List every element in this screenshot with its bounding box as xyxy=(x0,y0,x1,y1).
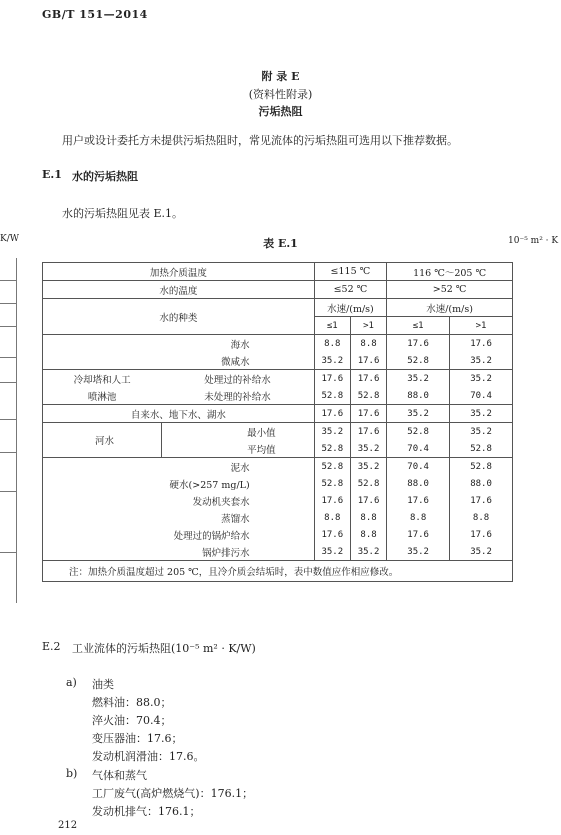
table-cell: 35.2 xyxy=(387,543,450,561)
table-cell: 17.6 xyxy=(350,423,386,441)
table-cell: 17.6 xyxy=(350,492,386,509)
table-cell: 35.2 xyxy=(314,352,350,370)
section-e1-number: E.1 xyxy=(42,168,62,181)
list-b-item: 工厂废气(高炉燃烧气)：176.1； xyxy=(92,787,254,800)
table-cell: 17.6 xyxy=(450,526,513,543)
table-header-gt1-a: >1 xyxy=(350,317,386,335)
table-cell: 17.6 xyxy=(387,492,450,509)
table-cell: 52.8 xyxy=(450,458,513,476)
section-e2-title: 工业流体的污垢热阻(10⁻⁵ m² · K/W) xyxy=(72,642,256,655)
table-cell: 8.8 xyxy=(387,509,450,526)
table-cell: 70.4 xyxy=(450,387,513,405)
table-cell: 17.6 xyxy=(450,335,513,353)
page-number: 212 xyxy=(58,820,78,831)
table-cell: 17.6 xyxy=(350,370,386,388)
table-cell: 17.6 xyxy=(314,492,350,509)
table-cell: 52.8 xyxy=(350,475,386,492)
table-cell: 52.8 xyxy=(314,387,350,405)
table-cell: 52.8 xyxy=(314,440,350,458)
table-cell: 17.6 xyxy=(450,492,513,509)
document-code: GB/T 151—2014 xyxy=(42,8,148,21)
table-group-label: 河水 xyxy=(43,423,162,458)
table-cell: 52.8 xyxy=(450,440,513,458)
table-row-label: 蒸馏水 xyxy=(43,509,315,526)
table-row-label: 发动机夹套水 xyxy=(43,492,315,509)
table-header-heating-temp: 加热介质温度 xyxy=(43,263,315,281)
table-cell: 35.2 xyxy=(350,543,386,561)
table-row-label: 平均值 xyxy=(161,440,314,458)
table-cell: 52.8 xyxy=(387,352,450,370)
table-cell: 35.2 xyxy=(350,440,386,458)
list-b-title: 气体和蒸气 xyxy=(92,769,147,782)
table-cell: 17.6 xyxy=(314,526,350,543)
table-header-wt2: >52 ℃ xyxy=(387,281,513,299)
list-a-item: 淬火油：70.4； xyxy=(92,714,172,727)
list-b-item: 发动机排气：176.1； xyxy=(92,805,201,818)
table-header-speed2: 水速/(m/s) xyxy=(387,299,513,317)
table-header-wt1: ≤52 ℃ xyxy=(314,281,387,299)
table-row-label: 自来水、地下水、湖水 xyxy=(43,405,315,423)
table-group-label: 冷却塔和人工 xyxy=(43,370,162,388)
table-cell: 35.2 xyxy=(314,543,350,561)
table-cell: 35.2 xyxy=(450,405,513,423)
table-row-label: 锅炉排污水 xyxy=(43,543,315,561)
table-cell: 35.2 xyxy=(450,423,513,441)
table-cell: 35.2 xyxy=(450,543,513,561)
table-cell: 52.8 xyxy=(387,423,450,441)
table-row-label: 海水 xyxy=(43,335,315,353)
table-row-label: 泥水 xyxy=(43,458,315,476)
left-page-fragment: K/W xyxy=(0,234,20,244)
table-cell: 17.6 xyxy=(350,352,386,370)
table-header-gt1-b: >1 xyxy=(450,317,513,335)
table-row-label: 最小值 xyxy=(161,423,314,441)
table-row-label: 未处理的补给水 xyxy=(161,387,314,405)
intro-paragraph: 用户或设计委托方未提供污垢热阻时，常见流体的污垢热阻可选用以下推荐数据。 xyxy=(62,134,458,147)
list-a-item: 燃料油：88.0； xyxy=(92,696,172,709)
appendix-name: 污垢热阻 xyxy=(258,105,303,118)
table-header-water-temp: 水的温度 xyxy=(43,281,315,299)
table-cell: 17.6 xyxy=(387,335,450,353)
section-e1-title: 水的污垢热阻 xyxy=(72,170,138,183)
table-note: 注：加热介质温度超过 205 ℃，且冷介质会结垢时，表中数值应作相应修改。 xyxy=(43,561,513,582)
left-page-edge xyxy=(0,258,17,603)
appendix-type: (资料性附录) xyxy=(248,88,313,101)
fouling-resistance-table xyxy=(42,262,561,582)
table-cell: 17.6 xyxy=(314,405,350,423)
table-header-speed1: 水速/(m/s) xyxy=(314,299,387,317)
list-a-title: 油类 xyxy=(92,678,114,691)
table-cell: 8.8 xyxy=(350,509,386,526)
table-unit: 10⁻⁵ m² · K xyxy=(508,236,559,246)
table-header-heat-t1: ≤115 ℃ xyxy=(314,263,387,281)
table-cell: 8.8 xyxy=(314,509,350,526)
table-cell: 88.0 xyxy=(450,475,513,492)
table-cell: 35.2 xyxy=(450,352,513,370)
table-cell: 88.0 xyxy=(387,475,450,492)
table-cell: 52.8 xyxy=(350,387,386,405)
list-a-item: 变压器油：17.6； xyxy=(92,732,183,745)
table-cell: 35.2 xyxy=(350,458,386,476)
table-cell: 8.8 xyxy=(314,335,350,353)
appendix-title: 附 录 E xyxy=(261,70,300,83)
table-cell: 35.2 xyxy=(314,423,350,441)
table-row-label: 硬水(>257 mg/L) xyxy=(43,475,315,492)
table-cell: 70.4 xyxy=(387,440,450,458)
list-a-item: 发动机润滑油：17.6。 xyxy=(92,750,205,763)
table-cell: 52.8 xyxy=(314,475,350,492)
table-cell: 35.2 xyxy=(450,370,513,388)
list-a-marker: a) xyxy=(66,676,77,689)
table-cell: 52.8 xyxy=(314,458,350,476)
table-group-label: 喷淋池 xyxy=(43,387,162,405)
table-row-label: 微咸水 xyxy=(43,352,315,370)
table-cell: 17.6 xyxy=(314,370,350,388)
table-cell: 8.8 xyxy=(350,335,386,353)
table-cell: 88.0 xyxy=(387,387,450,405)
table-cell: 17.6 xyxy=(387,526,450,543)
table-cell: 8.8 xyxy=(450,509,513,526)
table-cell: 35.2 xyxy=(387,405,450,423)
table-header-heat-t2: 116 ℃～205 ℃ xyxy=(387,263,513,281)
section-e2-number: E.2 xyxy=(42,640,61,653)
table-cell: 35.2 xyxy=(387,370,450,388)
table-cell: 70.4 xyxy=(387,458,450,476)
table-header-water-kind: 水的种类 xyxy=(43,299,315,335)
table-row-label: 处理过的补给水 xyxy=(161,370,314,388)
table-cell: 8.8 xyxy=(350,526,386,543)
section-e1-text: 水的污垢热阻见表 E.1。 xyxy=(62,207,184,220)
list-b-marker: b) xyxy=(66,767,78,780)
table-cell: 17.6 xyxy=(350,405,386,423)
table-header-le1-b: ≤1 xyxy=(387,317,450,335)
table-title: 表 E.1 xyxy=(263,237,298,250)
table-row-label: 处理过的锅炉给水 xyxy=(43,526,315,543)
table-header-le1-a: ≤1 xyxy=(314,317,350,335)
